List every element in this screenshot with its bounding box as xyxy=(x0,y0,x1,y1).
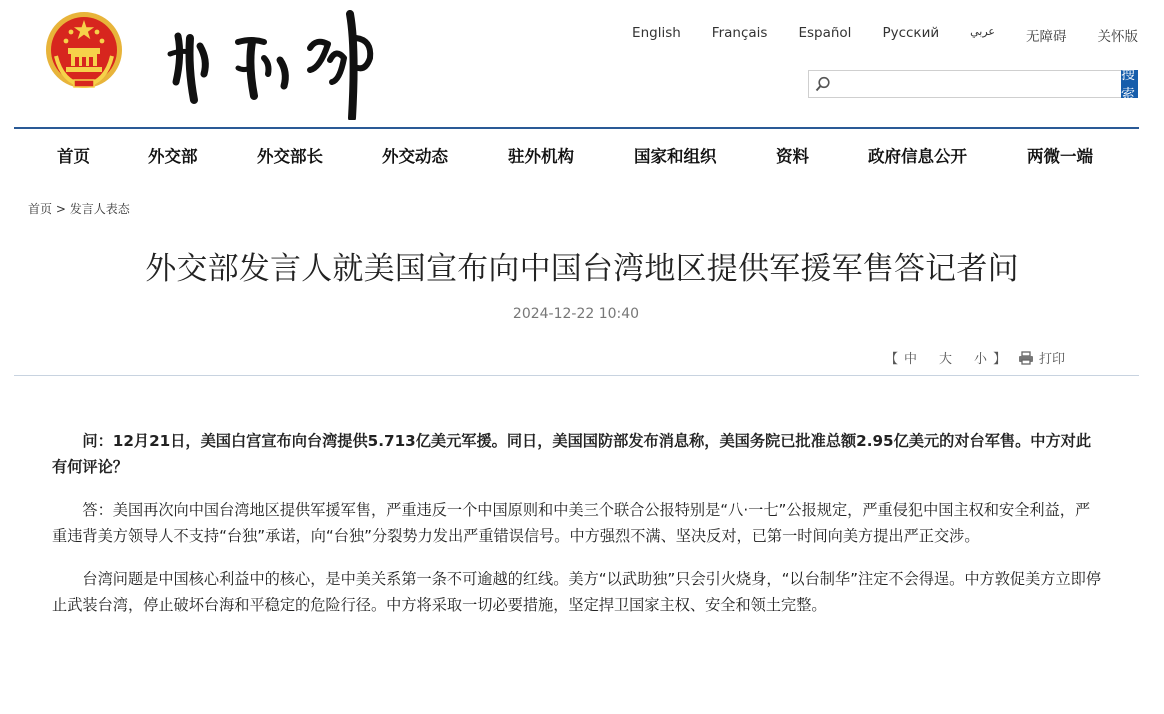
nav-item-countries-organizations[interactable]: 国家和组织 xyxy=(634,147,717,166)
font-size-tools xyxy=(885,348,1006,367)
nav-item-activities[interactable]: 外交动态 xyxy=(382,147,448,166)
print-button[interactable] xyxy=(1018,348,1065,367)
lang-russian-link[interactable]: Русский xyxy=(882,25,940,41)
article-paragraph: 台湾问题是中国核心利益中的核心，是中美关系第一条不可逾越的红线。美方“以武助独”只会引火烧身，“以台制华”注定不会得逞。中方敦促美方立即停止武装台湾，停止破坏台海和平稳定的危险行径。中方将采取一切必要措施，坚定捍卫国家主权、安全和领土完整。 xyxy=(52,570,1102,614)
search-box xyxy=(808,70,1121,98)
article-date: 2024-12-22 10:40 xyxy=(512,306,640,322)
article-body xyxy=(52,428,1104,635)
search-button[interactable]: 搜索 xyxy=(1121,70,1138,98)
nav-item-weibo-wechat-app[interactable]: 两微一端 xyxy=(1027,147,1093,166)
search-input[interactable] xyxy=(837,73,1121,97)
font-size-medium-button[interactable]: 中 xyxy=(904,352,918,367)
nav-item-home[interactable]: 首页 xyxy=(57,147,90,166)
lang-spanish-link[interactable]: Español xyxy=(798,25,852,41)
lang-arabic-link[interactable]: عربي xyxy=(970,25,995,38)
lang-french-link[interactable]: Français xyxy=(711,25,768,41)
nav-item-minister[interactable]: 外交部长 xyxy=(257,147,323,166)
print-label: 打印 xyxy=(1039,352,1066,367)
nav-item-ministry[interactable]: 外交部 xyxy=(148,147,198,166)
article-question: 问：12月21日，美国白宫宣布向台湾提供5.713亿美元军援。同日，美国国防部发布消息称，美国务院已批准总额2.95亿美元的对台军售。中方对此有何评论？ xyxy=(52,432,1092,476)
nav-item-missions-overseas[interactable]: 驻外机构 xyxy=(508,147,574,166)
breadcrumb-current-link[interactable]: 发言人表态 xyxy=(69,202,130,216)
breadcrumb-separator: > xyxy=(55,202,66,216)
lang-english-link[interactable]: English xyxy=(632,25,681,41)
font-size-large-button[interactable]: 大 xyxy=(939,352,953,367)
printer-icon xyxy=(1018,351,1034,365)
breadcrumb xyxy=(28,200,130,217)
breadcrumb-home-link[interactable]: 首页 xyxy=(28,202,53,216)
national-emblem-logo xyxy=(44,10,124,92)
content-divider xyxy=(14,375,1139,376)
language-bar xyxy=(601,25,1138,45)
font-tools-bracket-close: 】 xyxy=(993,352,1007,367)
ministry-calligraphy-logo xyxy=(160,8,385,120)
nav-item-government-info[interactable]: 政府信息公开 xyxy=(868,147,967,166)
search-bar xyxy=(808,67,1138,103)
main-nav xyxy=(14,129,1139,177)
nav-item-resources[interactable]: 资料 xyxy=(776,147,809,166)
article-title: 外交部发言人就美国宣布向中国台湾地区提供军援军售答记者问 xyxy=(145,251,1019,287)
elderly-care-version-link[interactable]: 关怀版 xyxy=(1097,29,1138,45)
accessibility-link[interactable]: 无障碍 xyxy=(1026,29,1067,45)
font-tools-bracket-open: 【 xyxy=(885,352,899,367)
search-icon xyxy=(815,76,831,92)
article-answer: 答：美国再次向中国台湾地区提供军援军售，严重违反一个中国原则和中美三个联合公报特别是“八·一七”公报规定，严重侵犯中国主权和安全利益，严重违背美方领导人不支持“台独”承诺，向“台独”分裂势力发出严重错误信号。中方强烈不满、坚决反对，已第一时间向美方提出严正交涉。 xyxy=(52,501,1091,545)
font-size-small-button[interactable]: 小 xyxy=(974,352,988,367)
